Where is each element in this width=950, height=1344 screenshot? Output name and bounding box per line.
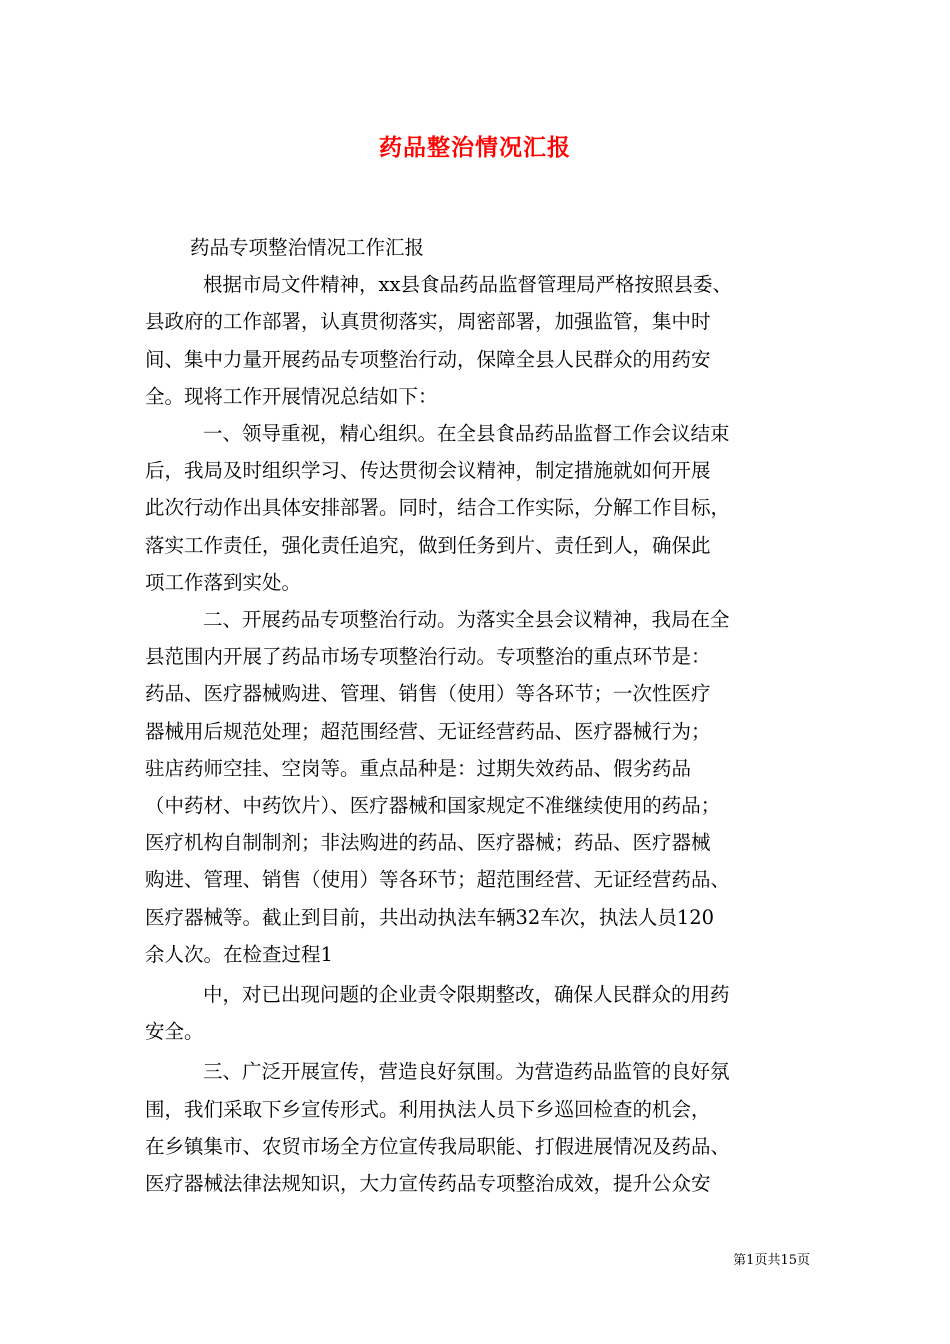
paragraph-line: 中，对已出现问题的企业责令限期整改，确保人民群众的用药 bbox=[203, 983, 730, 1007]
paragraph-line: 落实工作责任，强化责任追究，做到任务到片、责任到人，确保此 bbox=[145, 533, 711, 557]
paragraph-line: 县范围内开展了药品市场专项整治行动。专项整治的重点环节是： bbox=[145, 645, 711, 669]
paragraph-line: 药品、医疗器械购进、管理、销售（使用）等各环节；一次性医疗 bbox=[145, 682, 711, 706]
paragraph-line: 安全。 bbox=[145, 1020, 204, 1044]
paragraph-line: 根据市局文件精神，xx县食品药品监督管理局严格按照县委、 bbox=[203, 273, 732, 297]
paragraph-line: 全。现将工作开展情况总结如下： bbox=[145, 384, 438, 408]
paragraph-section-3 bbox=[145, 1053, 805, 1202]
paragraph-line: 购进、管理、销售（使用）等各环节；超范围经营、无证经营药品、 bbox=[145, 868, 731, 892]
paragraph-line: 一、领导重视，精心组织。在全县食品药品监督工作会议结束 bbox=[203, 422, 730, 446]
document-subtitle: 药品专项整治情况工作汇报 bbox=[190, 236, 425, 259]
paragraph-section-2 bbox=[145, 601, 805, 973]
paragraph-line: 间、集中力量开展药品专项整治行动，保障全县人民群众的用药安 bbox=[145, 347, 711, 371]
paragraph-line: 项工作落到实处。 bbox=[145, 570, 302, 594]
paragraph-intro bbox=[145, 266, 805, 415]
paragraph-continuation bbox=[145, 976, 805, 1050]
paragraph-line: 围，我们采取下乡宣传形式。利用执法人员下乡巡回检查的机会， bbox=[145, 1097, 711, 1121]
paragraph-line: 二、开展药品专项整治行动。为落实全县会议精神，我局在全 bbox=[203, 608, 730, 632]
paragraph-line: 器械用后规范处理；超范围经营、无证经营药品、医疗器械行为； bbox=[145, 719, 711, 743]
paragraph-section-1 bbox=[145, 415, 805, 601]
paragraph-line: 县政府的工作部署，认真贯彻落实，周密部署，加强监管，集中时 bbox=[145, 310, 711, 334]
paragraph-line: 三、广泛开展宣传，营造良好氛围。为营造药品监管的良好氛 bbox=[203, 1060, 730, 1084]
paragraph-line: 医疗器械等。截止到目前，共出动执法车辆32车次，执法人员120 bbox=[145, 905, 715, 929]
paragraph-line: 在乡镇集市、农贸市场全方位宣传我局职能、打假进展情况及药品、 bbox=[145, 1134, 731, 1158]
paragraph-line: 后，我局及时组织学习、传达贯彻会议精神，制定措施就如何开展 bbox=[145, 459, 711, 483]
document-body bbox=[145, 229, 805, 1202]
paragraph-line: 医疗器械法律法规知识，大力宣传药品专项整治成效，提升公众安 bbox=[145, 1172, 711, 1196]
paragraph-line: 医疗机构自制制剂；非法购进的药品、医疗器械；药品、医疗器械 bbox=[145, 831, 711, 855]
document-title: 药品整治情况汇报 bbox=[379, 134, 571, 161]
paragraph-line: 驻店药师空挂、空岗等。重点品种是：过期失效药品、假劣药品 bbox=[145, 756, 692, 780]
paragraph-line: 此次行动作出具体安排部署。同时，结合工作实际，分解工作目标， bbox=[145, 496, 731, 520]
paragraph-line: 余人次。在检查过程1 bbox=[145, 942, 333, 966]
paragraph-line: （中药材、中药饮片）、医疗器械和国家规定不准继续使用的药品； bbox=[145, 794, 721, 818]
page-number-footer: 第1页共15页 bbox=[733, 1253, 810, 1268]
